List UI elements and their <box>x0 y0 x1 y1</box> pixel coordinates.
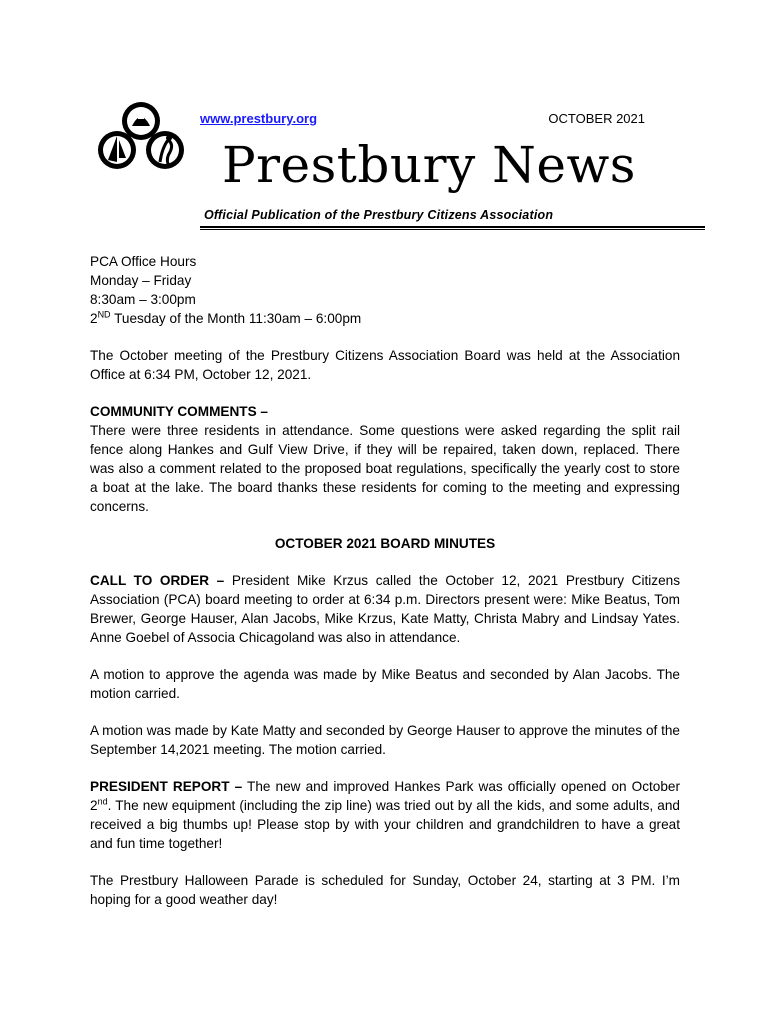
office-hours-sup: ND <box>97 309 111 320</box>
newsletter-tagline: Official Publication of the Prestbury Citizens Association <box>204 208 554 222</box>
prestbury-logo <box>96 100 186 178</box>
office-hours-heading: PCA Office Hours <box>90 254 197 269</box>
office-hours-special-text: Tuesday of the Month 11:30am – 6:00pm <box>110 311 362 326</box>
intro-paragraph: The October meeting of the Prestbury Citizens Association Board was held at the Association Office at 6:34 PM, October 12, 2021. <box>90 348 680 382</box>
halloween-paragraph: The Prestbury Halloween Parade is scheduled for Sunday, October 24, starting at 3 PM. I’m hoping for a good weather day! <box>90 873 680 907</box>
article-body <box>90 252 680 909</box>
issue-date: OCTOBER 2021 <box>548 111 645 126</box>
president-report <box>90 777 680 853</box>
motion-minutes: A motion was made by Kate Matty and seconded by George Hauser to approve the minutes of the September 14,2021 meeting. The motion carried. <box>90 723 680 757</box>
call-to-order-label: CALL TO ORDER – <box>90 573 225 588</box>
call-to-order <box>90 571 680 647</box>
motion-agenda: A motion to approve the agenda was made by Mike Beatus and seconded by Alan Jacobs. The motion carried. <box>90 667 680 701</box>
header-divider-thin <box>200 229 705 230</box>
president-report-text-a: The new and improved Hankes Park was officially opened on October 2 <box>90 779 681 813</box>
office-hours <box>90 252 680 328</box>
office-hours-ordinal: 2 <box>90 311 98 326</box>
president-report-sup: nd <box>97 796 108 807</box>
community-comments-text: There were three residents in attendance. Some questions were asked regarding the split rail fence along Hankes and Gulf View Drive, if they will be repaired, taken down, replaced. There was also a comment related to the proposed boat regulations, specifically the yearly cost to store a boat at the lake. The board thanks these residents for coming to the meeting and expressing concerns. <box>90 423 680 514</box>
office-hours-days: Monday – Friday <box>90 273 192 288</box>
office-hours-time: 8:30am – 3:00pm <box>90 292 196 307</box>
president-report-text-b: . The new equipment (including the zip line) was tried out by all the kids, and some adults, and received a big thumbs up! Please stop by with your children and grandchildren to have a great and fun time together! <box>90 798 680 851</box>
community-comments-heading: COMMUNITY COMMENTS – <box>90 404 268 419</box>
website-link[interactable]: www.prestbury.org <box>200 111 318 126</box>
president-report-label: PRESIDENT REPORT – <box>90 779 243 794</box>
minutes-heading: OCTOBER 2021 BOARD MINUTES <box>274 536 496 551</box>
office-hours-special <box>90 309 680 328</box>
header-divider <box>200 226 705 228</box>
call-to-order-text: President Mike Krzus called the October 12, 2021 Prestbury Citizens Association (PCA) board meeting to order at 6:34 p.m. Directors present were: Mike Beatus, Tom Brewer, George Hauser, Alan Jacobs, Mike Krzus, Kate Matty, Christa Mabry and Lindsay Yates. Anne Goebel of Associa Chicagoland was also in attendance. <box>90 573 681 645</box>
newsletter-title: Prestbury News <box>222 136 636 194</box>
community-comments <box>90 402 680 516</box>
